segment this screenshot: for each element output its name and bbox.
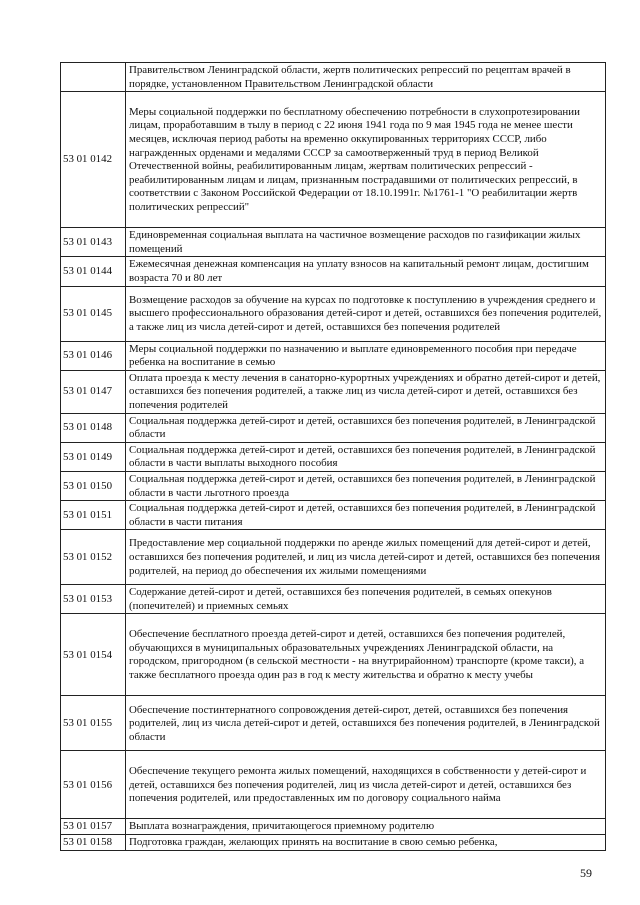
- table-row: [61, 835, 606, 851]
- row-code: 53 01 0144: [61, 257, 126, 286]
- row-description: Содержание детей-сирот и детей, оставшихся без попечения родителей, в семьях опекунов (попечителей) и приемных семьях: [126, 585, 606, 614]
- row-description: Меры социальной поддержки по назначению и выплате единовременного пособия при передаче ребенка на воспитание в семью: [126, 341, 606, 370]
- table-row: [61, 92, 606, 228]
- table-row: [61, 501, 606, 530]
- row-description: Обеспечение текущего ремонта жилых помещений, находящихся в собственности у детей-сирот и детей, оставшихся без попечения родителей, лиц из числа детей-сирот и детей, оставшихся без попечения родителей, или предоставленных им по договору социального найма: [126, 751, 606, 819]
- row-description: Выплата вознаграждения, причитающегося приемному родителю: [126, 819, 606, 835]
- table-body: [61, 63, 606, 851]
- table-row: [61, 257, 606, 286]
- row-description: Социальная поддержка детей-сирот и детей, оставшихся без попечения родителей, в Ленинградской области: [126, 413, 606, 442]
- table-row: [61, 696, 606, 751]
- table-row: [61, 63, 606, 92]
- table-row: [61, 819, 606, 835]
- row-code: [61, 63, 126, 92]
- table-row: [61, 413, 606, 442]
- row-code: 53 01 0145: [61, 286, 126, 341]
- row-description: Правительством Ленинградской области, жертв политических репрессий по рецептам врачей в порядке, установленном Правительством Ленинградской области: [126, 63, 606, 92]
- row-code: 53 01 0158: [61, 835, 126, 851]
- budget-code-table: [60, 62, 606, 851]
- table-row: [61, 228, 606, 257]
- row-code: 53 01 0143: [61, 228, 126, 257]
- row-code: 53 01 0152: [61, 530, 126, 585]
- row-code: 53 01 0154: [61, 614, 126, 696]
- table-row: [61, 341, 606, 370]
- row-code: 53 01 0155: [61, 696, 126, 751]
- table-row: [61, 442, 606, 471]
- page-number: 59: [580, 866, 592, 880]
- row-description: Ежемесячная денежная компенсация на уплату взносов на капитальный ремонт лицам, достигшим возраста 70 и 80 лет: [126, 257, 606, 286]
- row-description: Социальная поддержка детей-сирот и детей, оставшихся без попечения родителей, в Ленинградской области в части льготного проезда: [126, 471, 606, 500]
- table-row: [61, 751, 606, 819]
- table-row: [61, 585, 606, 614]
- table-row: [61, 614, 606, 696]
- row-code: 53 01 0148: [61, 413, 126, 442]
- table-row: [61, 471, 606, 500]
- row-description: Предоставление мер социальной поддержки по аренде жилых помещений для детей-сирот и детей, оставшихся без попечения родителей, и лиц из числа детей-сирот и детей, оставшихся без попечения родителей, на период до обеспечения их жилыми помещениями: [126, 530, 606, 585]
- row-code: 53 01 0151: [61, 501, 126, 530]
- row-code: 53 01 0153: [61, 585, 126, 614]
- row-description: Меры социальной поддержки по бесплатному обеспечению потребности в слухопротезировании лицам, проработавшим в тылу в период с 22 июня 1941 года по 9 мая 1945 года не менее шести месяцев, исключая период работы на временно оккупированных территориях СССР, либо награжденных орденами и медалями СССР за самоотверженный труд в период Великой Отечественной войны, реабилитированным лицам, жертвам политических репрессий - реабилитированным лицам и лицам, признанным пострадавшими от политических репрессий, в соответствии с Законом Российской Федерации от 18.10.1991г. №1761-1 "О реабилитации жертв политических репрессий": [126, 92, 606, 228]
- row-description: Обеспечение постинтернатного сопровождения детей-сирот, детей, оставшихся без попечения родителей, лиц из числа детей-сирот и детей, оставшихся без попечения родителей, в Ленинградской области: [126, 696, 606, 751]
- row-description: Социальная поддержка детей-сирот и детей, оставшихся без попечения родителей, в Ленинградской области в части выплаты выходного пособия: [126, 442, 606, 471]
- table-row: [61, 370, 606, 413]
- row-code: 53 01 0150: [61, 471, 126, 500]
- row-code: 53 01 0146: [61, 341, 126, 370]
- row-description: Возмещение расходов за обучение на курсах по подготовке к поступлению в учреждения среднего и высшего профессионального образования детей-сирот и детей, оставшихся без попечения родителей, а также лиц из числа детей-сирот и детей, оставшихся без попечения родителей: [126, 286, 606, 341]
- row-description: Социальная поддержка детей-сирот и детей, оставшихся без попечения родителей, в Ленинградской области в части питания: [126, 501, 606, 530]
- table-row: [61, 530, 606, 585]
- row-code: 53 01 0149: [61, 442, 126, 471]
- row-code: 53 01 0147: [61, 370, 126, 413]
- row-description: Единовременная социальная выплата на частичное возмещение расходов по газификации жилых помещений: [126, 228, 606, 257]
- row-code: 53 01 0157: [61, 819, 126, 835]
- row-code: 53 01 0142: [61, 92, 126, 228]
- row-description: Обеспечение бесплатного проезда детей-сирот и детей, оставшихся без попечения родителей, обучающихся в муниципальных образовательных учреждениях Ленинградской области, на городском, пригородном (в сельской местности - на внутрирайонном) транспорте (кроме такси), а также бесплатного проезда один раз в год к месту жительства и обратно к месту учебы: [126, 614, 606, 696]
- row-code: 53 01 0156: [61, 751, 126, 819]
- row-description: Подготовка граждан, желающих принять на воспитание в свою семью ребенка,: [126, 835, 606, 851]
- row-description: Оплата проезда к месту лечения в санаторно-курортных учреждениях и обратно детей-сирот и детей, оставшихся без попечения родителей, а также лиц из числа детей-сирот и детей, оставшихся без попечения родителей: [126, 370, 606, 413]
- table-row: [61, 286, 606, 341]
